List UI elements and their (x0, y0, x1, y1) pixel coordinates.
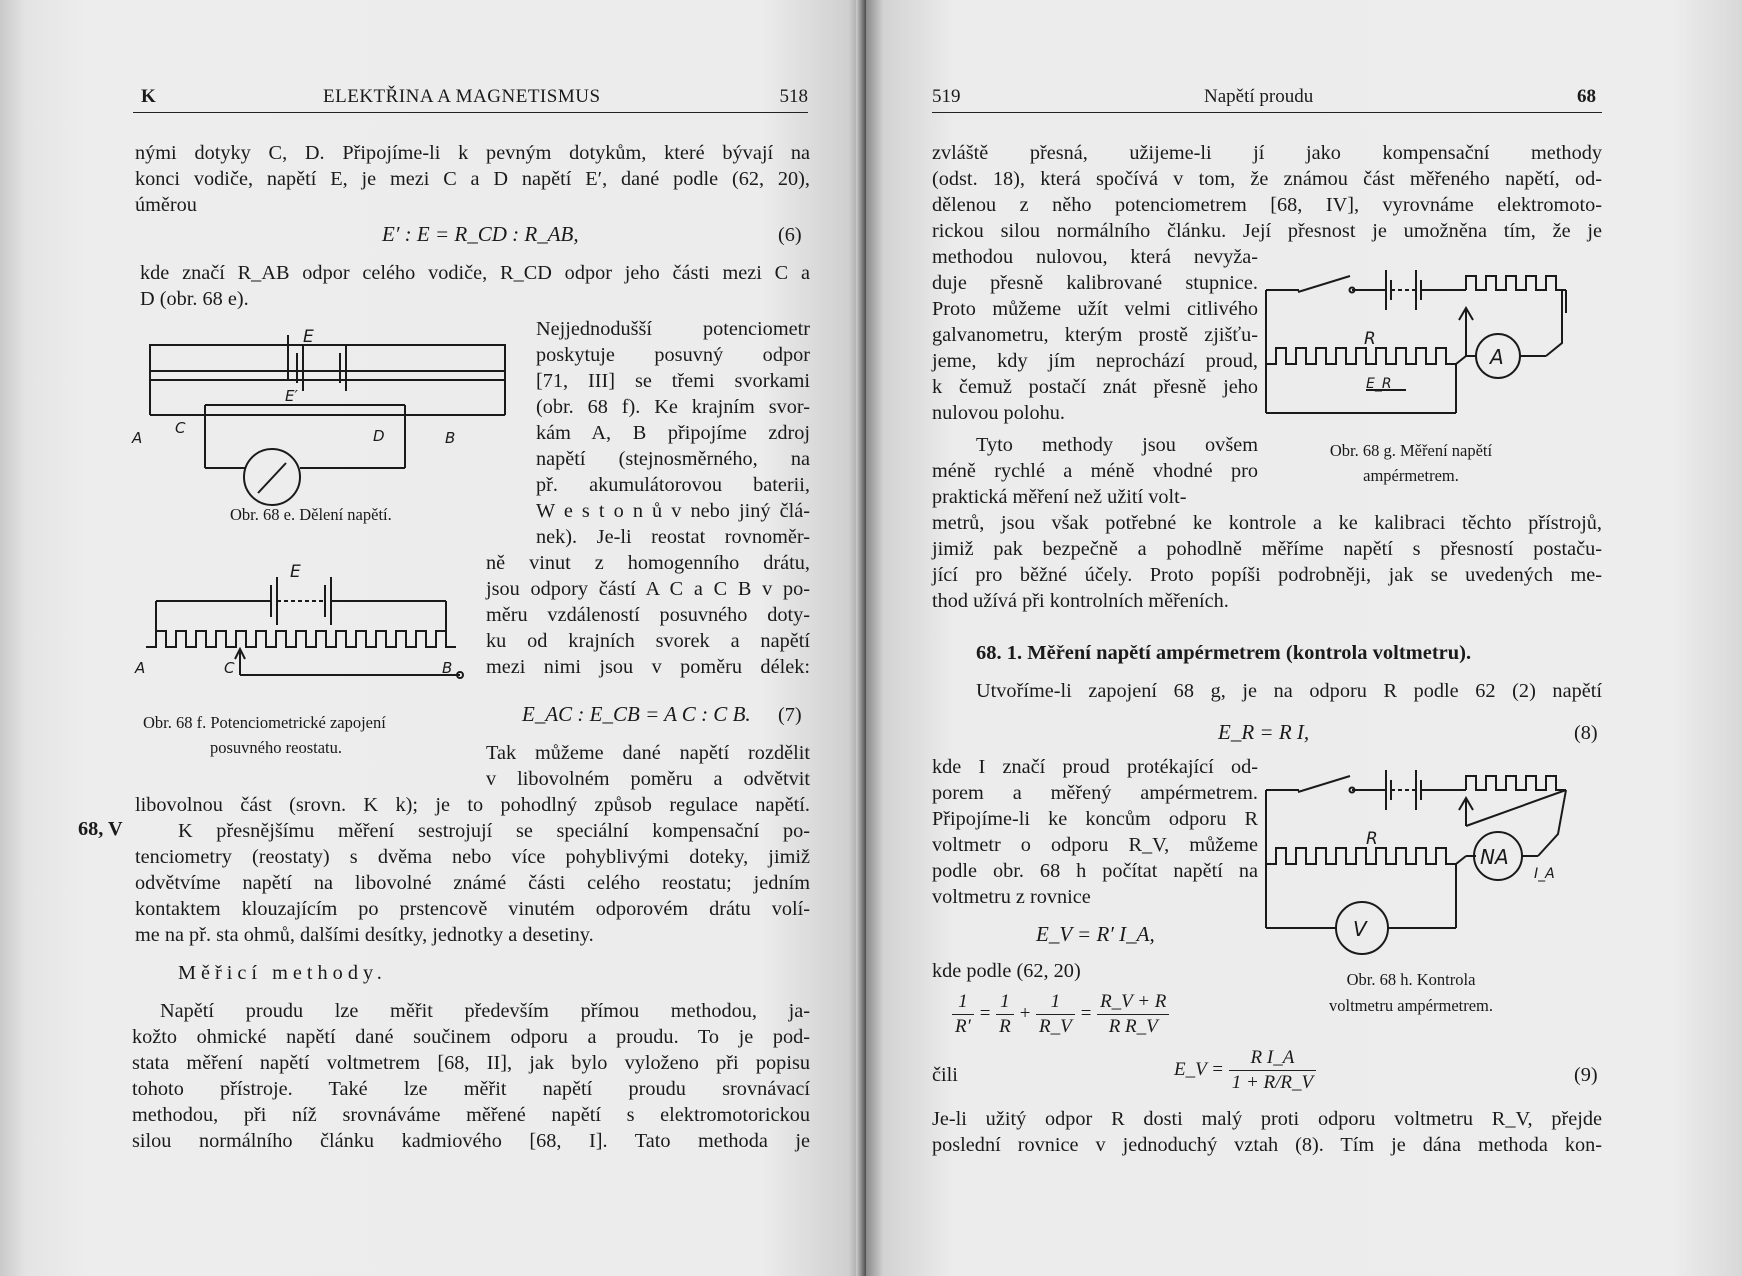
text-line: Tyto methody jsou ovšem (976, 434, 1258, 456)
fraction-denominator: R R_V (1108, 1016, 1158, 1037)
fig-label: I_A (1534, 866, 1555, 882)
fraction-numerator: 1 (1036, 990, 1075, 1015)
header-title: Napětí proudu (1204, 86, 1314, 107)
text-line: jsou odpory částí A C a C B v po- (486, 578, 810, 600)
text-line: methodou, při níž srovnáváme měřené napětí s elektromotorickou (132, 1104, 810, 1126)
figure-68f-diagram (135, 562, 480, 705)
page-number: 518 (779, 86, 808, 107)
text-line: nými dotyky C, D. Připojíme-li k pevným dotykům, které bývají na (135, 142, 810, 164)
text-line: (odst. 18), která spočívá v tom, že známou část měřeného napětí, od- (932, 168, 1602, 190)
figure-caption: voltmetru ampérmetrem. (1328, 996, 1494, 1015)
equation-number: (7) (778, 704, 802, 726)
fig-label: C (224, 659, 235, 677)
figure-caption: Obr. 68 e. Dělení napětí. (230, 505, 392, 524)
fig-label: V (1353, 917, 1367, 941)
text-line: v libovolném poměru a odvětvit (486, 768, 810, 790)
text-line: poslední rovnice v jednoduchý vztah (8). Tím je dána methoda kon- (932, 1134, 1602, 1156)
figure-68e-diagram (132, 325, 520, 510)
text-line: porem a měřený ampérmetrem. (932, 782, 1258, 804)
text-line: nek). Je-li reostat rovnoměr- (536, 526, 810, 548)
text-line: [71, III] se třemi svorkami (536, 370, 810, 392)
equation-ev: E_V = R′ I_A, (1036, 922, 1155, 946)
text-line: methodou nulovou, která nevyža- (932, 246, 1258, 268)
fraction-denominator: R (999, 1016, 1011, 1037)
text-line: jící pro běžné účely. Proto popíši podrobněji, jak se uvedených me- (932, 564, 1602, 586)
text-line: poskytuje posuvný odpor (536, 344, 810, 366)
text-line: Napětí proudu lze měřit především přímou methodou, ja- (160, 1000, 810, 1022)
text-line: praktická měření než užití volt- (932, 486, 1187, 508)
text-line: rickou silou normálního článku. Její přesnost je umožněna tím, že je (932, 220, 1602, 242)
text-line: konci vodiče, napětí E, je mezi C a D napětí E′, dané podle (62, 20), (135, 168, 810, 190)
text-line: libovolnou část (srovn. K k); je to pohodlný způsob regulace napětí. (135, 794, 810, 816)
section-heading: 68. 1. Měření napětí ampérmetrem (kontrola voltmetru). (976, 642, 1472, 664)
fig-label: NA (1480, 845, 1509, 869)
figure-68h-diagram (1266, 768, 1566, 968)
fig-label: A (135, 659, 146, 677)
text-line: zvláště přesná, užijeme-li jí jako kompensační methody (932, 142, 1602, 164)
text-line: thod užívá při kontrolních měřeních. (932, 590, 1229, 612)
text-line: D (obr. 68 e). (140, 288, 249, 310)
right-running-header (932, 86, 1602, 113)
fig-label: E (290, 562, 301, 582)
equation-reciprocal: $\frac{1}{R'}$ = $\frac{1}{R}$ + $\frac{1}{R\_V}$ = $\frac{R\_V + R}{\text{R R\_V}}$ (952, 990, 1169, 1039)
text-line: jeme, kdy jím neprochází proud, (932, 350, 1258, 372)
section-letter: K (141, 86, 156, 107)
text-line: (obr. 68 f). Ke krajním svor- (536, 396, 810, 418)
left-page (0, 0, 866, 1276)
text-line: Proto můžeme užít velmi citlivého (932, 298, 1258, 320)
text-line: méně rychlé a méně vhodné pro (932, 460, 1258, 482)
text-line: čili (932, 1064, 958, 1086)
equation-number: (9) (1574, 1064, 1598, 1086)
fig-label: D (373, 427, 385, 445)
fig-label: E (303, 327, 314, 347)
text-line: tenciometry (reostaty) s dvěma nebo více pohyblivými doteky, jimiž (135, 846, 810, 868)
text-line: galvanometru, kterým prostě zjišťu- (932, 324, 1258, 346)
figure-caption: Obr. 68 g. Měření napětí (1329, 441, 1493, 460)
figure-caption: ampérmetrem. (1363, 466, 1459, 485)
fraction-numerator: R I_A (1229, 1046, 1316, 1071)
left-running-header (133, 86, 808, 113)
figure-caption: Obr. 68 f. Potenciometrické zapojení (143, 713, 386, 732)
text-line: podle obr. 68 h počítat napětí na (932, 860, 1258, 882)
fig-label: A (1490, 345, 1504, 369)
fig-label: R (1364, 329, 1376, 349)
text-line: jimiž pak bezpečně a pohodlně měříme napětí s přesností postaču- (932, 538, 1602, 560)
fig-label: E_R (1366, 376, 1392, 392)
equation-9 (1174, 1046, 1316, 1095)
fraction-denominator: R′ (955, 1016, 971, 1037)
text-line: dělenou z něho potenciometrem [68, IV], vyrovnáme elektromoto- (932, 194, 1602, 216)
equation-8: E_R = R I, (1218, 720, 1310, 744)
fraction-denominator: 1 + R/R_V (1231, 1072, 1314, 1093)
fig-label: A (132, 429, 143, 447)
header-title: ELEKTŘINA A MAGNETISMUS (323, 86, 601, 107)
text-line: kde značí R_AB odpor celého vodiče, R_CD odpor jeho části mezi C a (140, 262, 810, 284)
text-line: kde I značí proud protékající od- (932, 756, 1258, 778)
margin-note: 68, V (78, 818, 123, 840)
text-line: kožto ohmické napětí dané součinem odporu a proudu. To je pod- (132, 1026, 810, 1048)
figure-caption: posuvného reostatu. (210, 738, 342, 757)
fig-label: C (175, 419, 186, 437)
text-line: stata měření napětí voltmetrem [68, II], jak bylo vyloženo při popisu (132, 1052, 810, 1074)
text-line: K přesnějšímu měření sestrojují se speciální kompensační po- (178, 820, 810, 842)
figure-caption: Obr. 68 h. Kontrola (1346, 970, 1476, 989)
fraction-numerator: 1 (952, 990, 974, 1015)
text-line: duje přesně kalibrované stupnice. (932, 272, 1258, 294)
text-line: me na př. sta ohmů, dalšími desítky, jednotky a desetiny. (135, 924, 594, 946)
equation-7: E_AC : E_CB = A C : C B. (522, 702, 751, 726)
text-line: odvětvíme napětí na libovolné známé části celého reostatu; jedním (135, 872, 810, 894)
text-line: napětí (stejnosměrného, na (536, 448, 810, 470)
text-line: Připojíme-li ke koncům odporu R (932, 808, 1258, 830)
section-number: 68 (1577, 86, 1596, 107)
text-line: tohoto přístroje. Také lze měřit napětí proudu srovnávací (132, 1078, 810, 1100)
text-line: silou normálního článku kadmiového [68, I]. Tato methoda je (132, 1130, 810, 1152)
fig-label: B (442, 659, 453, 677)
right-page (866, 0, 1742, 1276)
equation-number: (6) (778, 224, 802, 246)
text-line: k čemuž postačí znát přesně jeho (932, 376, 1258, 398)
text-line: ku od krajních svorek a napětí (486, 630, 810, 652)
equation-number: (8) (1574, 722, 1598, 744)
text-line: kde podle (62, 20) (932, 960, 1081, 982)
text-line: kám A, B připojíme zdroj (536, 422, 810, 444)
subsection-heading: Měřicí methody. (178, 962, 387, 984)
text-line: úměrou (135, 194, 197, 216)
text-line: voltmetru z rovnice (932, 886, 1091, 908)
fig-label: R (1366, 829, 1378, 849)
text-line: ně vinut z homogenního drátu, (486, 552, 810, 574)
text-line: mezi nimi jsou v poměru délek: (486, 656, 810, 678)
fig-label: B (445, 429, 456, 447)
text-line: př. akumulátorovou baterii, (536, 474, 810, 496)
equation-6: E′ : E = R_CD : R_AB, (382, 222, 579, 246)
fraction-numerator: 1 (996, 990, 1014, 1015)
text-line: kontaktem klouzajícím po prstencově vinutém odporovém drátu volí- (135, 898, 810, 920)
figure-68g-diagram (1266, 268, 1566, 418)
text-line: nulovou polohu. (932, 402, 1065, 424)
text-line: Tak můžeme dané napětí rozdělit (486, 742, 810, 764)
text-line: metrů, jsou však potřebné ke kontrole a ke kalibraci těchto přístrojů, (932, 512, 1602, 534)
text-line: W e s t o n ů v nebo jiný člá- (536, 500, 810, 522)
fraction-numerator: R_V + R (1097, 990, 1169, 1015)
text-line: Je-li užitý odpor R dosti malý proti odporu voltmetru R_V, přejde (932, 1108, 1602, 1130)
fraction-denominator: R_V (1039, 1016, 1072, 1037)
text-line: Utvoříme-li zapojení 68 g, je na odporu R podle 62 (2) napětí (976, 680, 1602, 702)
text-line: měru vzdáleností posuvného doty- (486, 604, 810, 626)
page-number: 519 (932, 86, 961, 107)
text-line: voltmetr o odporu R_V, můžeme (932, 834, 1258, 856)
fig-label: E′ (285, 387, 298, 405)
text-line: Nejjednodušší potenciometr (536, 318, 810, 340)
equation-lhs: E_V = (1174, 1058, 1224, 1080)
